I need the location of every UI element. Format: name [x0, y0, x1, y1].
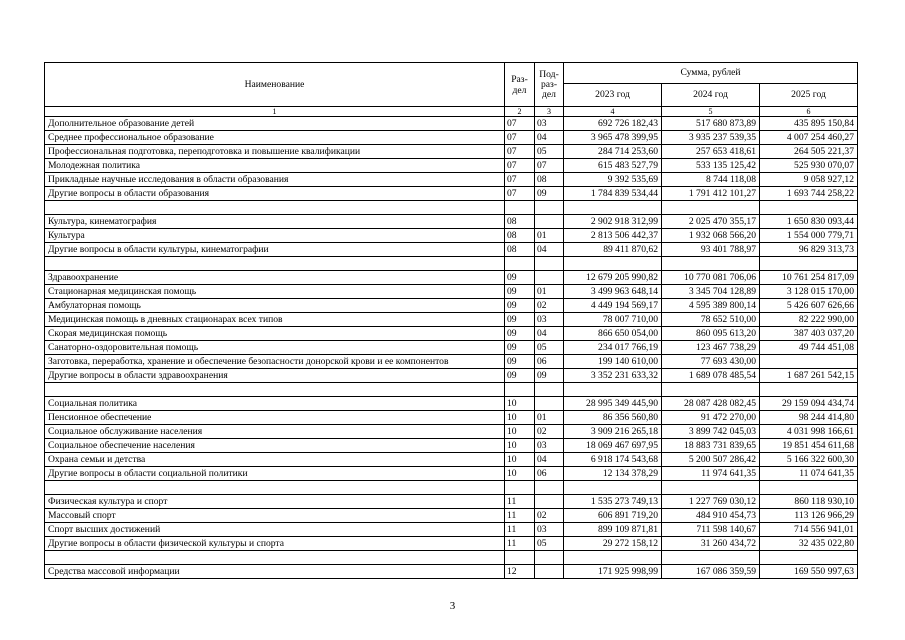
row-name: Заготовка, переработка, хранение и обеспечение безопасности донорской крови и ее компонентов — [45, 355, 505, 369]
row-name: Культура — [45, 229, 505, 243]
row-sum-2024: 3 899 742 045,03 — [662, 425, 760, 439]
row-name: Прикладные научные исследования в области образования — [45, 173, 505, 187]
row-sum-2024: 4 595 389 800,14 — [662, 299, 760, 313]
table-row — [45, 439, 858, 453]
row-razdel: 07 — [505, 159, 535, 173]
row-razdel: 09 — [505, 285, 535, 299]
row-sum-2025: 435 895 150,84 — [760, 117, 858, 131]
row-podrazdel: 01 — [535, 285, 564, 299]
row-razdel: 11 — [505, 523, 535, 537]
table-row — [45, 285, 858, 299]
row-razdel: 09 — [505, 271, 535, 285]
row-sum-2024: 5 200 507 286,42 — [662, 453, 760, 467]
row-podrazdel: 05 — [535, 341, 564, 355]
row-razdel: 10 — [505, 425, 535, 439]
header-sum: Сумма, рублей — [564, 63, 858, 84]
blank-cell — [564, 481, 662, 495]
table-row — [45, 243, 858, 257]
row-sum-2025: 11 074 641,35 — [760, 467, 858, 481]
row-sum-2023: 899 109 871,81 — [564, 523, 662, 537]
row-sum-2023: 29 272 158,12 — [564, 537, 662, 551]
blank-cell — [564, 257, 662, 271]
row-sum-2025: 387 403 037,20 — [760, 327, 858, 341]
row-sum-2025: 49 744 451,08 — [760, 341, 858, 355]
column-index: 1 — [45, 107, 505, 117]
row-podrazdel: 09 — [535, 369, 564, 383]
row-sum-2023: 866 650 054,00 — [564, 327, 662, 341]
row-sum-2025: 264 505 221,37 — [760, 145, 858, 159]
row-razdel: 09 — [505, 299, 535, 313]
row-name: Другие вопросы в области образования — [45, 187, 505, 201]
blank-cell — [535, 201, 564, 215]
table-row — [45, 537, 858, 551]
row-podrazdel — [535, 565, 564, 579]
row-name: Молодежная политика — [45, 159, 505, 173]
row-sum-2023: 86 356 560,80 — [564, 411, 662, 425]
row-sum-2023: 9 392 535,69 — [564, 173, 662, 187]
row-name: Стационарная медицинская помощь — [45, 285, 505, 299]
row-name: Среднее профессиональное образование — [45, 131, 505, 145]
row-sum-2023: 3 499 963 648,14 — [564, 285, 662, 299]
row-sum-2024: 1 791 412 101,27 — [662, 187, 760, 201]
row-podrazdel — [535, 271, 564, 285]
row-sum-2024: 10 770 081 706,06 — [662, 271, 760, 285]
table-row — [45, 453, 858, 467]
header-year-2025: 2025 год — [760, 84, 858, 107]
blank-row — [45, 201, 858, 215]
table-row — [45, 145, 858, 159]
row-podrazdel: 08 — [535, 173, 564, 187]
blank-cell — [505, 201, 535, 215]
row-sum-2023: 234 017 766,19 — [564, 341, 662, 355]
row-razdel: 12 — [505, 565, 535, 579]
row-sum-2025: 98 244 414,80 — [760, 411, 858, 425]
row-name: Массовый спорт — [45, 509, 505, 523]
row-sum-2023: 2 902 918 312,99 — [564, 215, 662, 229]
row-razdel: 09 — [505, 341, 535, 355]
row-sum-2023: 199 140 610,00 — [564, 355, 662, 369]
row-razdel: 10 — [505, 439, 535, 453]
table-row — [45, 131, 858, 145]
row-razdel: 07 — [505, 117, 535, 131]
section-total-row — [45, 397, 858, 411]
header-podrazdel — [535, 63, 564, 107]
row-name: Здравоохранение — [45, 271, 505, 285]
row-razdel: 08 — [505, 243, 535, 257]
row-sum-2025: 113 126 966,29 — [760, 509, 858, 523]
row-sum-2025: 714 556 941,01 — [760, 523, 858, 537]
row-sum-2024: 78 652 510,00 — [662, 313, 760, 327]
row-sum-2023: 78 007 710,00 — [564, 313, 662, 327]
row-sum-2023: 1 784 839 534,44 — [564, 187, 662, 201]
row-name: Спорт высших достижений — [45, 523, 505, 537]
row-name: Социальное обслуживание населения — [45, 425, 505, 439]
row-podrazdel: 04 — [535, 131, 564, 145]
row-sum-2024: 1 227 769 030,12 — [662, 495, 760, 509]
row-sum-2024: 3 935 237 539,35 — [662, 131, 760, 145]
row-podrazdel: 02 — [535, 425, 564, 439]
row-razdel: 11 — [505, 509, 535, 523]
row-podrazdel: 02 — [535, 299, 564, 313]
row-podrazdel: 01 — [535, 411, 564, 425]
row-sum-2024: 517 680 873,89 — [662, 117, 760, 131]
column-index: 5 — [662, 107, 760, 117]
row-razdel: 11 — [505, 537, 535, 551]
row-sum-2023: 692 726 182,43 — [564, 117, 662, 131]
row-razdel: 10 — [505, 467, 535, 481]
table-body — [45, 117, 858, 579]
row-sum-2024: 484 910 454,73 — [662, 509, 760, 523]
row-sum-2023: 2 813 506 442,37 — [564, 229, 662, 243]
blank-cell — [662, 551, 760, 565]
blank-row — [45, 481, 858, 495]
header-razdel-text: Раз- дел — [511, 73, 528, 96]
row-sum-2023: 1 535 273 749,13 — [564, 495, 662, 509]
blank-cell — [535, 383, 564, 397]
blank-cell — [760, 201, 858, 215]
table-row — [45, 467, 858, 481]
row-sum-2024: 860 095 613,20 — [662, 327, 760, 341]
table-row — [45, 341, 858, 355]
row-sum-2024: 18 883 731 839,65 — [662, 439, 760, 453]
row-sum-2023: 615 483 527,79 — [564, 159, 662, 173]
row-name: Другие вопросы в области культуры, кинематографии — [45, 243, 505, 257]
column-index: 6 — [760, 107, 858, 117]
row-sum-2024: 77 693 430,00 — [662, 355, 760, 369]
header-year-2024: 2024 год — [662, 84, 760, 107]
row-sum-2025: 3 128 015 170,00 — [760, 285, 858, 299]
table-row — [45, 509, 858, 523]
row-sum-2025: 1 687 261 542,15 — [760, 369, 858, 383]
row-sum-2024: 2 025 470 355,17 — [662, 215, 760, 229]
row-sum-2023: 171 925 998,99 — [564, 565, 662, 579]
row-sum-2023: 3 909 216 265,18 — [564, 425, 662, 439]
table-row — [45, 411, 858, 425]
blank-cell — [564, 201, 662, 215]
section-total-row — [45, 495, 858, 509]
blank-cell — [760, 383, 858, 397]
row-name: Охрана семьи и детства — [45, 453, 505, 467]
blank-cell — [505, 257, 535, 271]
row-name: Средства массовой информации — [45, 565, 505, 579]
row-podrazdel: 06 — [535, 467, 564, 481]
row-podrazdel: 09 — [535, 187, 564, 201]
row-sum-2024: 93 401 788,97 — [662, 243, 760, 257]
column-index: 3 — [535, 107, 564, 117]
row-name: Медицинская помощь в дневных стационарах всех типов — [45, 313, 505, 327]
blank-cell — [505, 481, 535, 495]
row-podrazdel: 04 — [535, 327, 564, 341]
section-total-row — [45, 271, 858, 285]
row-podrazdel: 03 — [535, 523, 564, 537]
blank-cell — [45, 481, 505, 495]
row-sum-2024: 3 345 704 128,89 — [662, 285, 760, 299]
table-row — [45, 523, 858, 537]
row-name: Профессиональная подготовка, переподготовка и повышение квалификации — [45, 145, 505, 159]
blank-row — [45, 257, 858, 271]
row-razdel: 07 — [505, 187, 535, 201]
row-sum-2024: 91 472 270,00 — [662, 411, 760, 425]
row-podrazdel: 03 — [535, 117, 564, 131]
row-sum-2023: 28 995 349 445,90 — [564, 397, 662, 411]
row-name: Другие вопросы в области физической культуры и спорта — [45, 537, 505, 551]
blank-cell — [45, 551, 505, 565]
row-sum-2025: 525 930 070,07 — [760, 159, 858, 173]
table-row — [45, 425, 858, 439]
table-row — [45, 369, 858, 383]
row-sum-2024: 711 598 140,67 — [662, 523, 760, 537]
blank-cell — [505, 551, 535, 565]
row-sum-2023: 606 891 719,20 — [564, 509, 662, 523]
row-razdel: 09 — [505, 355, 535, 369]
row-name: Социальное обеспечение населения — [45, 439, 505, 453]
row-sum-2024: 11 974 641,35 — [662, 467, 760, 481]
row-sum-2025: 82 222 990,00 — [760, 313, 858, 327]
table-row — [45, 313, 858, 327]
blank-cell — [535, 481, 564, 495]
row-podrazdel: 01 — [535, 229, 564, 243]
row-name: Другие вопросы в области здравоохранения — [45, 369, 505, 383]
row-sum-2025: 5 426 607 626,66 — [760, 299, 858, 313]
blank-cell — [45, 383, 505, 397]
row-sum-2024: 8 744 118,08 — [662, 173, 760, 187]
table-row — [45, 299, 858, 313]
row-name: Амбулаторная помощь — [45, 299, 505, 313]
row-podrazdel: 06 — [535, 355, 564, 369]
row-sum-2023: 3 965 478 399,95 — [564, 131, 662, 145]
row-razdel: 10 — [505, 411, 535, 425]
blank-cell — [760, 481, 858, 495]
row-sum-2024: 257 653 418,61 — [662, 145, 760, 159]
row-name: Санаторно-оздоровительная помощь — [45, 341, 505, 355]
blank-cell — [535, 551, 564, 565]
row-sum-2023: 4 449 194 569,17 — [564, 299, 662, 313]
row-sum-2025: 1 693 744 258,22 — [760, 187, 858, 201]
table-row — [45, 117, 858, 131]
row-sum-2025: 5 166 322 600,30 — [760, 453, 858, 467]
budget-table — [44, 62, 858, 579]
blank-row — [45, 551, 858, 565]
blank-cell — [505, 383, 535, 397]
blank-row — [45, 383, 858, 397]
row-sum-2025: 1 650 830 093,44 — [760, 215, 858, 229]
page-number: 3 — [449, 600, 456, 612]
row-name: Физическая культура и спорт — [45, 495, 505, 509]
column-index: 4 — [564, 107, 662, 117]
row-sum-2023: 284 714 253,60 — [564, 145, 662, 159]
blank-cell — [760, 551, 858, 565]
row-podrazdel: 03 — [535, 313, 564, 327]
row-name: Социальная политика — [45, 397, 505, 411]
row-razdel: 10 — [505, 397, 535, 411]
blank-cell — [760, 257, 858, 271]
table-row — [45, 187, 858, 201]
row-sum-2025: 96 829 313,73 — [760, 243, 858, 257]
row-podrazdel — [535, 215, 564, 229]
row-sum-2023: 89 411 870,62 — [564, 243, 662, 257]
row-razdel: 09 — [505, 313, 535, 327]
blank-cell — [662, 201, 760, 215]
blank-cell — [45, 257, 505, 271]
row-podrazdel: 03 — [535, 439, 564, 453]
blank-cell — [662, 383, 760, 397]
row-sum-2024: 533 135 125,42 — [662, 159, 760, 173]
header-year-2023: 2023 год — [564, 84, 662, 107]
row-razdel: 11 — [505, 495, 535, 509]
row-sum-2024: 167 086 359,59 — [662, 565, 760, 579]
row-podrazdel: 07 — [535, 159, 564, 173]
row-name: Культура, кинематография — [45, 215, 505, 229]
row-name: Дополнительное образование детей — [45, 117, 505, 131]
row-sum-2023: 12 134 378,29 — [564, 467, 662, 481]
blank-cell — [535, 257, 564, 271]
row-razdel: 09 — [505, 327, 535, 341]
row-razdel: 10 — [505, 453, 535, 467]
row-sum-2025: 4 007 254 460,27 — [760, 131, 858, 145]
blank-cell — [662, 481, 760, 495]
row-sum-2024: 1 932 068 566,20 — [662, 229, 760, 243]
section-total-row — [45, 215, 858, 229]
row-podrazdel: 02 — [535, 509, 564, 523]
row-sum-2024: 28 087 428 082,45 — [662, 397, 760, 411]
row-name: Другие вопросы в области социальной политики — [45, 467, 505, 481]
row-podrazdel: 04 — [535, 243, 564, 257]
row-podrazdel: 05 — [535, 145, 564, 159]
row-sum-2025: 10 761 254 817,09 — [760, 271, 858, 285]
table-header — [45, 63, 858, 117]
header-razdel — [505, 63, 535, 107]
row-sum-2023: 18 069 467 697,95 — [564, 439, 662, 453]
row-razdel: 08 — [505, 215, 535, 229]
row-razdel: 08 — [505, 229, 535, 243]
row-sum-2025: 1 554 000 779,71 — [760, 229, 858, 243]
blank-cell — [564, 383, 662, 397]
row-sum-2025: 169 550 997,63 — [760, 565, 858, 579]
table-row — [45, 229, 858, 243]
row-sum-2024: 123 467 738,29 — [662, 341, 760, 355]
table-row — [45, 173, 858, 187]
row-sum-2025: 32 435 022,80 — [760, 537, 858, 551]
row-sum-2023: 3 352 231 633,32 — [564, 369, 662, 383]
table-row — [45, 355, 858, 369]
row-sum-2025 — [760, 355, 858, 369]
row-sum-2025: 4 031 998 166,61 — [760, 425, 858, 439]
row-sum-2023: 12 679 205 990,82 — [564, 271, 662, 285]
header-podrazdel-text: Под- раз- дел — [539, 68, 559, 100]
row-name: Пенсионное обеспечение — [45, 411, 505, 425]
row-podrazdel: 05 — [535, 537, 564, 551]
blank-cell — [662, 257, 760, 271]
row-sum-2024: 31 260 434,72 — [662, 537, 760, 551]
row-sum-2025: 9 058 927,12 — [760, 173, 858, 187]
blank-cell — [45, 201, 505, 215]
row-sum-2025: 860 118 930,10 — [760, 495, 858, 509]
row-name: Скорая медицинская помощь — [45, 327, 505, 341]
row-razdel: 07 — [505, 131, 535, 145]
column-index-row — [45, 107, 858, 117]
section-total-row — [45, 565, 858, 579]
row-sum-2025: 29 159 094 434,74 — [760, 397, 858, 411]
row-podrazdel — [535, 495, 564, 509]
table-row — [45, 327, 858, 341]
row-sum-2025: 19 851 454 611,68 — [760, 439, 858, 453]
row-razdel: 07 — [505, 173, 535, 187]
table-row — [45, 159, 858, 173]
blank-cell — [564, 551, 662, 565]
header-name: Наименование — [45, 63, 505, 107]
row-podrazdel: 04 — [535, 453, 564, 467]
row-sum-2024: 1 689 078 485,54 — [662, 369, 760, 383]
column-index: 2 — [505, 107, 535, 117]
row-podrazdel — [535, 397, 564, 411]
row-razdel: 07 — [505, 145, 535, 159]
row-razdel: 09 — [505, 369, 535, 383]
row-sum-2023: 6 918 174 543,68 — [564, 453, 662, 467]
